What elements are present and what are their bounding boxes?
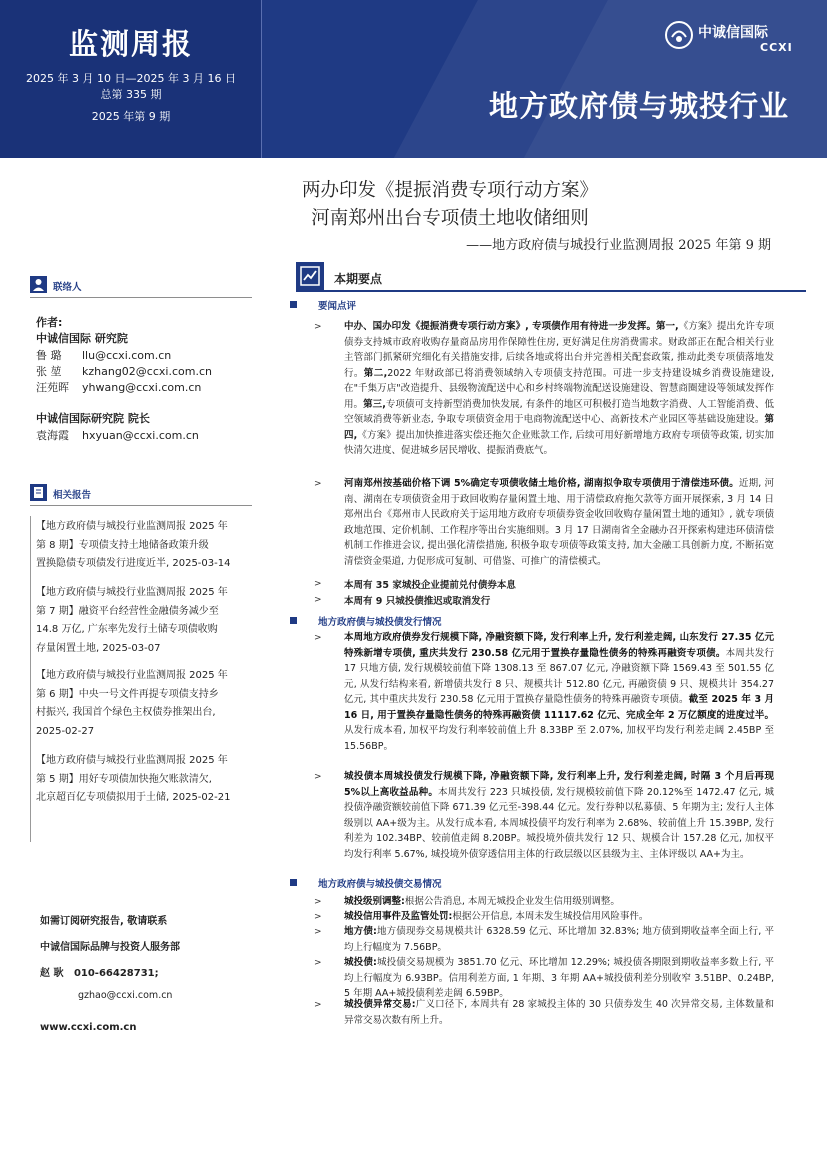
headline-line-1: 两办印发《提振消费专项行动方案》 [301,180,598,201]
related-line: 【地方政府债与城投行业监测周报 2025 年 [36,755,228,766]
contact-section-header [30,276,252,298]
para-text: 根据公告消息, 本周无城投企业发生信用级别调整。 [404,896,620,907]
related-line: 第 8 期】专项债支持土地储备政策升级 [36,539,209,551]
news-bullet-3: 本周有 35 家城投企业提前兑付债券本息 [344,580,516,591]
trading-item [344,997,774,1028]
related-line: 14.8 万亿, 广东率先发行土储专项债收购 [36,624,218,635]
arrow-bullet: > [314,912,322,922]
section-trading-header [290,876,442,890]
service-department: 中诚信国际品牌与投资人服务部 [40,942,180,953]
trading-item [344,955,774,1002]
arrow-bullet: > [314,479,322,489]
section-title: 地方政府债与城投债发行情况 [318,617,442,628]
banner-left-panel [0,0,262,158]
director-name: 袁海霞 [36,429,69,442]
related-report-item[interactable] [36,518,244,574]
header-banner [0,0,827,158]
authors-label: 作者: [36,316,63,329]
logo-text-en: CCXI [760,41,793,54]
para-bold: 中办、国办印发《提振消费专项行动方案》, 专项债作用有待进一步发挥。第一, [344,321,679,332]
author-name: 鲁 璐 [36,349,62,362]
website-link[interactable]: www.ccxi.com.cn [40,1022,137,1033]
document-icon [30,484,47,501]
para-bold: 城投债: [344,957,377,968]
headline-line-2: 河南郑州出台专项债土地收储细则 [311,208,589,229]
section-issuance-header [290,614,442,628]
arrow-bullet: > [314,633,322,643]
contact-person [40,964,159,979]
director-email[interactable]: hxyuan@ccxi.com.cn [82,429,199,442]
related-line: 置换隐债专项债发行进度近半, 2025-03-14 [36,558,231,569]
contact-label: 联络人 [53,282,82,293]
author-org: 中诚信国际 研究院 [36,332,128,345]
logo-icon [664,20,694,50]
para-bold: 城投债本周城投债发行规模下降, 净融资额下降, 发行利率上升, 发行利差走阔, 时隔 3 个月后再现 5%以上高收益品种。 [344,771,774,798]
related-line: 第 5 期】用好专项债加快拖欠账款清欠, [36,773,212,785]
date-range: 2025 年 3 月 10 日—2025 年 3 月 16 日 [26,72,236,85]
para-text: 近期, 河南、湖南在专项债资金用于政回收购存量闲置土地、用于清偿政府拖欠款等方面开展探索, 3 月 14 日郑州出台《郑州市人民政府关于运用地方政府专项债券资金收回收购存量闲置土地的通知》, 就专项债政地范围、定价机制、工作程序等出台实施细则。3 月 17 日湖南省全金融办召开探索构建违环债清偿机制工作推进会议, 提出强化清偿措施, 积极争取专项债等政策支持, 加大金融工具创新力度, 不断拓宽清偿资金渠道, 力促形成可复制、可借鉴、可推广的清偿模式。 [344,478,774,567]
para-text: 城投债交易规模为 3851.70 亿元、环比增加 12.29%; 城投债各期限到期收益率多数上行, 平均上行幅度为 6.93BP。信用利差方面, 1 年期、3 年期 AA+城投债利差分别收窄 3.51BP、0.24BP, 5 年期 AA+城投债利差走阔 6.59BP。 [344,957,774,999]
author-email[interactable]: yhwang@ccxi.com.cn [82,381,202,394]
author-email[interactable]: llu@ccxi.com.cn [82,349,172,362]
para-text: 本周共发行 17 只地方债, 发行规模较前值下降 1308.13 至 867.07 亿元, 净融资额下降 1569.43 至 501.55 亿元, 从发行结构来看, 新增债共发行 8 只、规模共计 512.80 亿元, 再融资债 9 只、规模共计 354.27 亿元, 其中重庆共发行 230.58 亿元用于置换存量隐性债务的特殊再融资专项债。 [344,647,774,705]
para-text: 2022 年财政部已将消费领域纳入专项债支持范围。可进一步支持建设城乡消费设施建设, 在"千集万店"改造提升、县级物流配送中心和乡村终端物流配送设施建设、智慧商圈建设等领域发挥作用。 [344,367,775,410]
arrow-bullet: > [314,958,322,968]
related-line: 【地方政府债与城投行业监测周报 2025 年 [36,587,228,598]
summary-title: 本期要点 [334,272,383,286]
related-line: 北京超百亿专项债拟用于土储, 2025-02-21 [36,792,231,803]
contact-email[interactable]: gzhao@ccxi.com.cn [78,990,173,1001]
related-line: 2025-02-27 [36,725,95,737]
para-bold: 第四, [344,414,774,441]
bullet-square [290,617,297,624]
para-text: 《方案》提出允许专项债券支持城市政府收购存量商品房用作保障性住房, 更好满足住房消费需求。财政部正在配合相关行业主管部门抓紧研究细化有关措施安排, 后续各地或将出台并完善相关配套政策, 推动此类专项债落地发行。 [344,321,774,379]
arrow-bullet: > [314,1000,322,1010]
arrow-bullet: > [314,927,322,937]
related-line: 村振兴, 我国首个绿色主权债券推架出台, [36,707,216,718]
para-bold: 河南郑州按基础价格下调 5%确定专项债收储土地价格, 湖南拟争取专项债用于清偿违环债。 [344,478,739,489]
trading-item [344,894,774,910]
section-title: 地方政府债与城投债交易情况 [318,879,442,890]
author-name: 汪苑晖 [36,381,69,394]
related-report-item[interactable] [36,667,244,741]
news-bullet-4: 本周有 9 只城投债推迟或取消发行 [344,596,491,607]
bullet-square [290,301,297,308]
contact-phone: 010-66428731; [73,968,159,979]
summary-header [296,262,806,292]
section-news-header [290,298,356,312]
arrow-bullet: > [314,595,322,605]
news-paragraph-2 [344,476,774,569]
author-email[interactable]: kzhang02@ccxi.com.cn [82,365,212,378]
ccxi-logo [664,20,804,60]
related-label: 相关报告 [53,490,92,501]
para-bold: 城投级别调整: [344,896,405,907]
author-name: 张 堃 [36,365,62,378]
trading-item [344,924,774,955]
arrow-bullet: > [314,322,322,332]
chart-icon [296,262,324,290]
section-title: 要闻点评 [318,301,357,312]
related-line: 【地方政府债与城投行业监测周报 2025 年 [36,521,228,532]
arrow-bullet: > [314,579,322,589]
total-issue: 总第 335 期 [100,88,162,101]
bullet-square [290,879,297,886]
logo-text-cn: 中诚信国际 [698,25,768,41]
related-report-item[interactable] [36,752,244,808]
director-row [36,427,199,443]
headline-subtitle: ——地方政府债与城投行业监测周报 2025 年第 9 期 [466,238,771,253]
related-line: 第 6 期】中央一号文件再提专项债支持乡 [36,688,219,700]
subscribe-note: 如需订阅研究报告, 敬请联系 [40,916,168,927]
para-bold: 截至 2025 年 3 月 16 日, 用于置换存量隐性债务的特殊再融资债 11117.62 亿元、完成全年 2 万亿额度的进度过半。 [344,694,775,721]
report-type-title: 监测周报 [68,27,193,61]
related-report-item[interactable] [36,584,244,658]
year-issue: 2025 年第 9 期 [91,110,171,123]
issuance-paragraph-2 [344,769,774,862]
person-icon [30,276,47,293]
director-org: 中诚信国际研究院 院长 [36,412,150,425]
related-line: 第 7 期】融资平台经营性金融债务减少至 [36,605,219,617]
author-row [36,363,212,379]
para-bold: 城投信用事件及监管处罚: [344,911,453,922]
related-line: 【地方政府债与城投行业监测周报 2025 年 [36,670,228,681]
trading-item [344,909,774,925]
para-bold: 地方债: [344,926,377,937]
author-row [36,379,201,395]
author-row [36,347,171,363]
para-bold: 城投债异常交易: [344,999,416,1010]
contact-name: 赵 耿 [40,968,64,979]
para-text: 广义口径下, 本周共有 28 家城投主体的 30 只债券发生 40 次异常交易, 主体数量和异常交易次数有所上升。 [344,999,774,1026]
industry-title: 地方政府债与城投行业 [488,89,789,123]
para-text: 从发行成本看, 加权平均发行利率较前值上升 8.33BP 至 2.07%, 加权平均发行利差走阔 2.45BP 至 15.56BP。 [344,725,774,752]
news-paragraph-1 [344,319,774,459]
summary-divider [296,290,806,292]
para-bold: 第二, [363,367,388,379]
related-line: 存量闲置土地, 2025-03-07 [36,642,161,654]
para-bold: 本周地方政府债券发行规模下降, 净融资额下降, 发行利率上升, 发行利差走阔, 山东发行 27.35 亿元特殊新增专项债, 重庆共发行 230.58 亿元用于置换存量隐性债务的特殊再融资专项债。 [344,632,774,659]
para-text: 专项债可支持新型消费加快发展, 有条件的地区可积极打造当地数字消费、人工智能消费、低空领域消费等新业态, 争取专项债资金用于电商物流配送中心、高新技术产业园区等基础设施建设。 [344,398,774,425]
para-text: 《方案》提出加快推进落实偿还拖欠企业账款工作, 后续可用好新增地方政府专项债等政策, 切实加快清欠进度、促进城乡居民增收、提振消费底气。 [344,429,774,456]
para-text: 地方债现券交易规模共计 6328.59 亿元、环比增加 32.83%; 地方债到期收益率全面上行, 平均上行幅度为 7.56BP。 [344,926,774,953]
issuance-paragraph-1 [344,630,774,754]
arrow-bullet: > [314,897,322,907]
para-bold: 第三, [363,398,386,410]
para-text: 根据公开信息, 本周未发生城投信用风险事件。 [452,911,649,922]
arrow-bullet: > [314,772,322,782]
para-text: 本周共发行 223 只城投债, 发行规模较前值下降 20.12%至 1472.47 亿元, 城投债净融资额较前值下降 671.39 亿元至-398.44 亿元。发行券种以私募债、5 年期为主; 发行人主体级别以 AA+级为主。从发行成本看, 本周城投债平均发行利率为 2.68%、较前值上升 15.39BP, 发行利差为 102.34BP、较前值走阔 8.20BP。城投境外债共发行 12 只、规模合计 157.28 亿元, 加权平均发行利率 5.67%, 城投境外债穿透信用主体的行政层级以区县级为主、主体评级以 AA+为主。 [344,786,774,860]
related-section-header [30,484,252,506]
